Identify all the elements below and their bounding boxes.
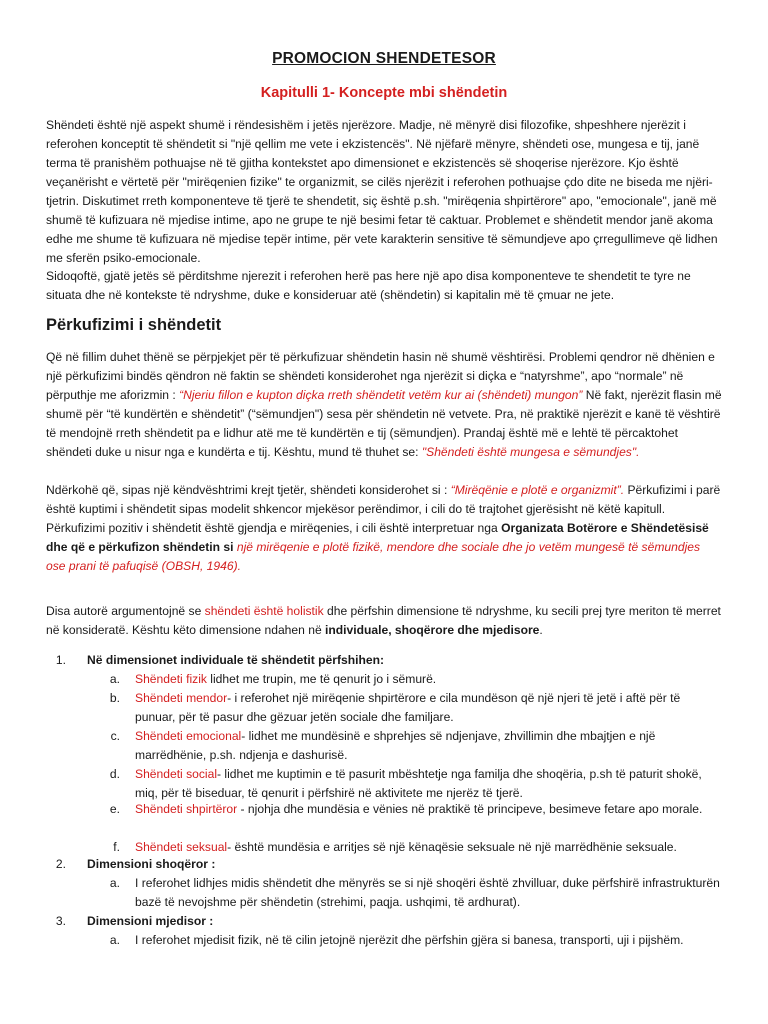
sub-letter: a.	[109, 876, 120, 890]
sub-text: - është mundësia e arritjes së një kënaqësie seksuale në një marrëdhënie seksuale.	[227, 840, 677, 854]
holistic-paragraph	[46, 602, 722, 640]
section-heading: Përkufizimi i shëndetit	[46, 316, 222, 334]
sub-text: lidhet me trupin, me të qenurit jo i sëmurë.	[206, 672, 437, 686]
intro-paragraph-1: Shëndeti është një aspekt shumë i rëndesishëm i jetës njerëzore. Madje, në mënyrë disi filozofike, shpeshhere njerëzit i referohen konceptit të shëndetit si "një qellim me vete i ekzistencës". Në njëfarë mënyre, shëndeti ose, mungesa e tij, janë terma të pranishëm pothuajse në të gjitha kontekstet apo dimensionet e ekzistencës së shoqerise njerëzore. Kjo është veçanërisht e vërtetë për "mirëqenien fizike" te organizmit, se cilës njerëzit i referohen pothuajse çdo dite ne biseda me njëri-tjetrin. Diskutimet rreth komponenteve të tjerë te shendetit, siç është p.sh. "mirëqenia shpirtërore" apo, "emocionale", janë më shumë të kufizuara në mjedise intime, apo ne grupe te një besimi fetar të caktuar. Problemet e shëndetit mendor janë akoma edhe me shume të kufizuara në mjedise tepër intime, për vete karakterin sensitive të sëmundjeve apo çrregullimeve që lidhen me sferën psiko-emocionale.	[46, 118, 718, 265]
sub-letter: d.	[109, 767, 120, 781]
holistic-term: shëndeti është holistik	[204, 604, 324, 618]
holistic-text-c: .	[539, 623, 543, 637]
sub-letter: b.	[109, 691, 120, 705]
list-heading: Në dimensionet individuale të shëndetit përfshihen:	[87, 653, 385, 667]
list-heading: Dimensioni shoqëror :	[87, 857, 216, 871]
wellbeing-quote: “Mirëqënie e plotë e organizmit”.	[450, 483, 625, 497]
sub-letter: f.	[113, 840, 120, 854]
sub-text: I referohet lidhjes midis shëndetit dhe mënyrës se si një shoqëri është zhvilluar, duke përfshirë infrastrukturën bazë të nevojshme për shëndetin (strehimi, paqja. ushqimi, të ardhurat).	[135, 876, 720, 909]
who-definition: një mirëqenie e plotë fizikë, mendore dhe sociale dhe jo vetëm mungesë të sëmundjes ose prani të pafuqisë (OBSH, 1946).	[46, 540, 701, 573]
sub-term: Shëndeti emocional	[135, 729, 242, 743]
positive-definition-paragraph	[46, 481, 722, 576]
sub-term: Shëndeti fizik	[135, 672, 207, 686]
sub-text: I referohet mjedisit fizik, në të cilin jetojnë njerëzit dhe përfshin gjëra si banesa, transporti, uji i pijshëm.	[135, 933, 684, 947]
sub-letter: c.	[110, 729, 120, 743]
sub-letter: a.	[109, 672, 120, 686]
sub-term: Shëndeti seksual	[135, 840, 228, 854]
holistic-text-a: Disa autorë argumentojnë se	[46, 604, 205, 618]
sub-text: - lidhet me kuptimin e të pasurit mbështetje nga familja dhe shoqëria, p.sh të paturit shokë, miq, për të biseduar, të qenurit i përfshirë në aktivitete me njerëz të tjerë.	[135, 767, 702, 800]
positive-text-b: Përkufizimi i parë është kuptimi i shëndetit sipas modelit shkencor mjekësor perëndimor, i cili do të trajtohet gjerësisht në këtë kapitull. Përkufizimi pozitiv i shëndetit është gjendja e mirëqenies, i cili është interpretuar nga	[46, 483, 721, 535]
sub-letter: e.	[109, 802, 120, 816]
definition-text-b: Në fakt, njerëzit flasin më shumë për “të kundërtën e shëndetit” (“sëmundjen") sesa për shëndetin në vetvete. Pra, në praktikë njerëzit e kanë të vështirë të mendojnë rreth shëndetit pa e lidhur atë me të kundërtën e tij (sëmundjen). Prandaj është më e lehtë të përcaktohet shëndeti duke u nisur nga e kundërta e tij. Kështu, mund të thuhet se:	[46, 388, 722, 459]
document-title: PROMOCION SHENDETESOR	[272, 50, 496, 67]
sub-term: Shëndeti social	[135, 767, 218, 781]
health-absence-quote: "Shëndeti është mungesa e sëmundjes".	[421, 445, 640, 459]
list-number: 2.	[55, 857, 66, 871]
sub-text: - i referohet një mirëqenie shpirtërore e cila mundëson që një njeri të jetë i aftë për të punuar, për të pasur dhe gëzuar jetën sociale dhe familjare.	[135, 691, 681, 724]
sub-text: - njohja dhe mundësia e vënies në praktikë të principeve, besimeve fetare apo morale.	[237, 802, 703, 816]
aphorism-quote: “Njeriu fillon e kupton diçka rreth shëndetit vetëm kur ai (shëndeti) mungon”	[179, 388, 583, 402]
sub-letter: a.	[109, 933, 120, 947]
definition-text-a: Që në fillim duhet thënë se përpjekjet për të përkufizuar shëndetin hasin në shumë vështirësi. Problemi qendror në dhënien e një përkufizimi bindës qëndron në faktin se shëndeti konsiderohet nga njerëzit si diçka e “natyrshme”, apo “normale” në përputhje me aforizmin :	[46, 350, 715, 402]
positive-text-a: Ndërkohë që, sipas një këndvështrimi krejt tjetër, shëndeti konsiderohet si :	[46, 483, 451, 497]
list-number: 1.	[55, 653, 66, 667]
list-number: 3.	[55, 914, 66, 928]
definition-paragraph	[46, 348, 722, 462]
holistic-text-b: dhe përfshin dimensione të ndryshme, ku secili prej tyre meriton të merret në konsideratë. Kështu këto dimensione ndahen në	[46, 604, 721, 637]
sub-term: Shëndeti mendor	[135, 691, 228, 705]
list-heading: Dimensioni mjedisor :	[87, 914, 214, 928]
sub-term: Shëndeti shpirtëror	[135, 802, 238, 816]
dimensions-bold: individuale, shoqërore dhe mjedisore	[325, 623, 540, 637]
chapter-heading: Kapitulli 1- Koncepte mbi shëndetin	[260, 85, 508, 101]
who-organization: Organizata Botërore e Shëndetësisë dhe që e përkufizon shëndetin si	[46, 521, 709, 554]
intro-paragraph-2: Sidoqoftë, gjatë jetës së përditshme njerezit i referohen herë pas here një apo disa komponenteve te shendetit te tyre ne situata dhe në kontekste të ndryshme, duke e konsideruar atë (shëndetin) si kapitalin më të çmuar ne jete.	[46, 269, 691, 302]
sub-text: - lidhet me mundësinë e shprehjes së ndjenjave, zhvillimin dhe mbajtjen e një marrëdhënie, p.sh. ndjenja e dashurisë.	[135, 729, 656, 762]
